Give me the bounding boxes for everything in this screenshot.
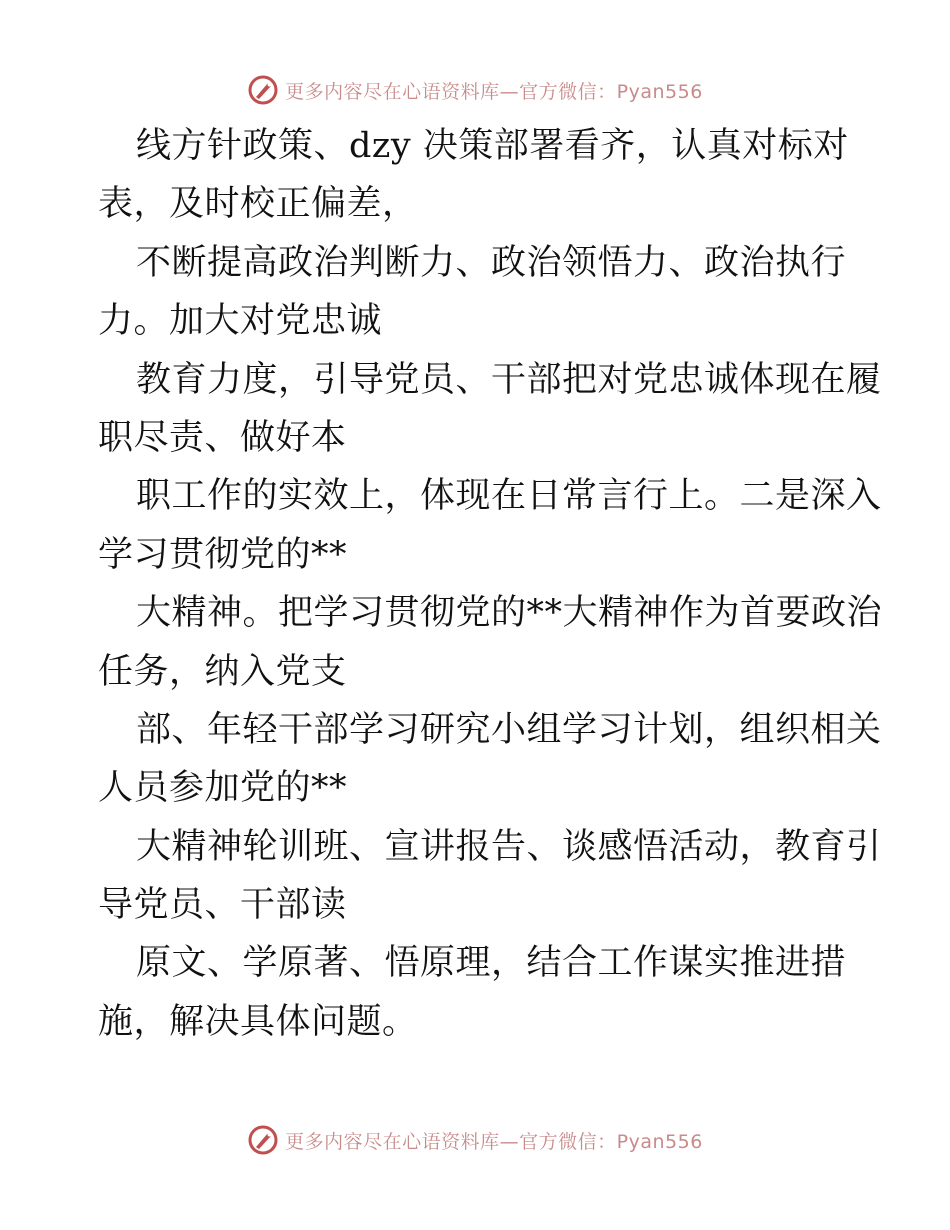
paragraph-line: 原文、学原著、悟原理，结合工作谋实推进措 [136,943,847,984]
paragraph-line: 导党员、干部读 [98,885,347,926]
pen-nib-logo-icon [247,1124,279,1156]
paragraph-line: 线方针政策、dzy 决策部署看齐，认真对标对 [136,126,849,166]
paragraph-line: 人员参加党的** [98,768,348,809]
paragraph-line: 力。加大对党忠诚 [98,301,383,342]
watermark-text: 更多内容尽在心语资料库—官方微信：Pyan556 [285,1130,703,1153]
paragraph-line: 职尽责、做好本 [98,417,347,458]
pen-nib-logo-icon [247,74,279,106]
paragraph-line: 表，及时校正偏差， [98,184,418,225]
paragraph-line: 部、年轻干部学习研究小组学习计划，组织相关 [136,709,882,750]
paragraph-line: 施，解决具体问题。 [98,1001,418,1042]
paragraph-line: 学习贯彻党的** [98,534,348,575]
watermark-text: 更多内容尽在心语资料库—官方微信：Pyan556 [285,80,703,103]
paragraph-line: 不断提高政治判断力、政治领悟力、政治执行 [136,242,847,283]
watermark-banner-top [0,70,950,110]
paragraph-line: 任务，纳入党支 [98,651,347,692]
watermark-banner-bottom [0,1120,950,1160]
paragraph-line: 大精神轮训班、宣讲报告、谈感悟活动，教育引 [136,826,882,867]
document-body [98,117,883,1051]
paragraph-line: 职工作的实效上，体现在日常言行上。二是深入 [136,476,882,517]
paragraph-line: 教育力度，引导党员、干部把对党忠诚体现在履 [136,359,882,400]
paragraph-line: 大精神。把学习贯彻党的**大精神作为首要政治 [136,593,883,634]
